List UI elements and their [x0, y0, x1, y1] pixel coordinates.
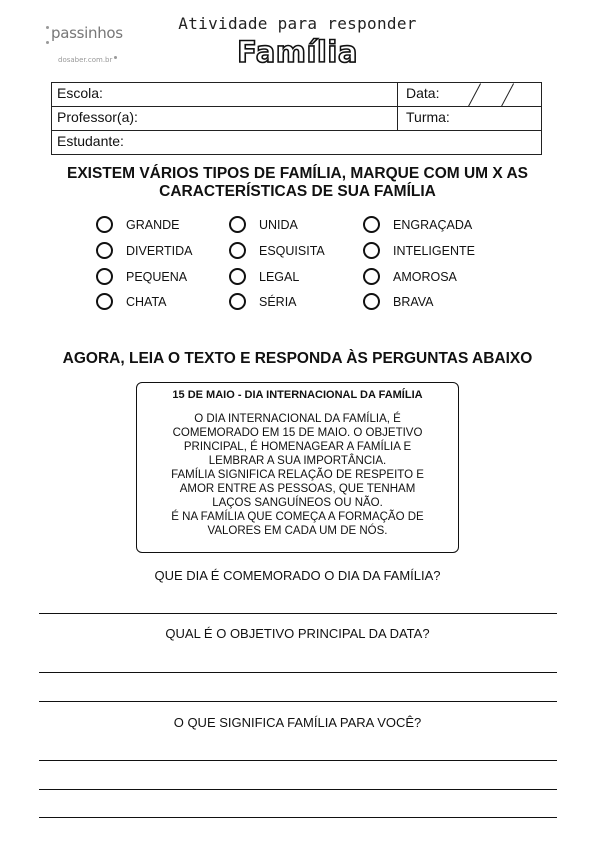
circle-checkbox-icon[interactable] [96, 242, 113, 259]
reading-text-line: O DIA INTERNACIONAL DA FAMÍLIA, É [194, 413, 401, 425]
option-label: LEGAL [259, 269, 300, 284]
student-row [52, 131, 541, 155]
table-divider [397, 107, 398, 131]
activity-subtitle: Atividade para responder [178, 14, 417, 33]
option-checkbox-CHATA[interactable] [96, 293, 167, 310]
option-label: ENGRAÇADA [393, 217, 473, 232]
reading-text-line: LEMBRAR A SUA IMPORTÂNCIA. [208, 455, 387, 467]
answer-line[interactable] [39, 701, 557, 702]
reading-text-body [147, 412, 448, 538]
option-label: ESQUISITA [259, 243, 325, 258]
reading-text-line: COMEMORADO EM 15 DE MAIO. O OBJETIVO [172, 427, 423, 439]
circle-checkbox-icon[interactable] [96, 268, 113, 285]
reading-text-box [136, 382, 459, 553]
option-checkbox-LEGAL[interactable] [229, 268, 299, 285]
option-label: INTELIGENTE [393, 243, 475, 258]
circle-checkbox-icon[interactable] [229, 268, 246, 285]
reading-text-line: É NA FAMÍLIA QUE COMEÇA A FORMAÇÃO DE [171, 511, 424, 523]
answer-line[interactable] [39, 789, 557, 790]
option-label: SÉRIA [259, 294, 297, 309]
question-1: QUE DIA É COMEMORADO O DIA DA FAMÍLIA? [154, 568, 441, 583]
student-label: Estudante: [57, 133, 124, 149]
option-checkbox-PEQUENA[interactable] [96, 268, 187, 285]
circle-checkbox-icon[interactable] [96, 216, 113, 233]
circle-checkbox-icon[interactable] [229, 242, 246, 259]
school-row [52, 83, 541, 107]
answer-line[interactable] [39, 817, 557, 818]
reading-text-line: PRINCIPAL, É HOMENAGEAR A FAMÍLIA E [183, 441, 412, 453]
circle-checkbox-icon[interactable] [363, 268, 380, 285]
reading-text-line: LAÇOS SANGUÍNEOS OU NÃO. [212, 497, 383, 509]
date-separator-slash [468, 83, 481, 106]
school-label: Escola: [57, 85, 103, 101]
circle-checkbox-icon[interactable] [363, 216, 380, 233]
teacher-label: Professor(a): [57, 109, 138, 125]
logo-sub-text: dosaber.com.br [58, 56, 113, 64]
date-separator-slash [501, 83, 514, 106]
option-checkbox-ENGRACADA[interactable] [363, 216, 472, 233]
option-label: GRANDE [126, 217, 180, 232]
circle-checkbox-icon[interactable] [229, 293, 246, 310]
answer-line[interactable] [39, 672, 557, 673]
option-checkbox-AMOROSA[interactable] [363, 268, 457, 285]
section1-heading-line2: CARACTERÍSTICAS DE SUA FAMÍLIA [159, 183, 436, 200]
reading-text-line: FAMÍLIA SIGNIFICA RELAÇÃO DE RESPEITO E [171, 469, 424, 481]
answer-line[interactable] [39, 760, 557, 761]
option-checkbox-BRAVA[interactable] [363, 293, 434, 310]
option-checkbox-SERIA[interactable] [229, 293, 297, 310]
date-label: Data: [406, 85, 440, 101]
student-info-table [51, 82, 542, 155]
logo-main-text: passinhos [51, 24, 123, 42]
circle-checkbox-icon[interactable] [229, 216, 246, 233]
option-checkbox-UNIDA[interactable] [229, 216, 298, 233]
class-label: Turma: [406, 109, 450, 125]
page-title: Família [237, 35, 358, 69]
section2-heading: AGORA, LEIA O TEXTO E RESPONDA ÀS PERGUNTAS ABAIXO [62, 350, 533, 367]
circle-checkbox-icon[interactable] [96, 293, 113, 310]
option-label: CHATA [126, 294, 167, 309]
circle-checkbox-icon[interactable] [363, 242, 380, 259]
option-label: AMOROSA [393, 269, 457, 284]
section1-heading-line1: EXISTEM VÁRIOS TIPOS DE FAMÍLIA, MARQUE COM UM X AS [66, 165, 528, 182]
question-2: QUAL É O OBJETIVO PRINCIPAL DA DATA? [165, 626, 430, 641]
option-label: UNIDA [259, 217, 298, 232]
option-checkbox-ESQUISITA[interactable] [229, 242, 325, 259]
option-label: PEQUENA [126, 269, 188, 284]
answer-line[interactable] [39, 613, 557, 614]
reading-text-line: AMOR ENTRE AS PESSOAS, QUE TENHAM [179, 483, 416, 495]
reading-text-line: VALORES EM CADA UM DE NÓS. [207, 525, 388, 537]
option-checkbox-INTELIGENTE[interactable] [363, 242, 475, 259]
table-divider [397, 83, 398, 107]
question-3: O QUE SIGNIFICA FAMÍLIA PARA VOCÊ? [173, 715, 422, 730]
option-checkbox-GRANDE[interactable] [96, 216, 179, 233]
option-label: DIVERTIDA [126, 243, 193, 258]
teacher-row [52, 107, 541, 131]
reading-text-title: 15 DE MAIO - DIA INTERNACIONAL DA FAMÍLIA [172, 389, 423, 401]
circle-checkbox-icon[interactable] [363, 293, 380, 310]
section1-heading [30, 165, 565, 201]
option-label: BRAVA [393, 294, 434, 309]
option-checkbox-DIVERTIDA[interactable] [96, 242, 192, 259]
